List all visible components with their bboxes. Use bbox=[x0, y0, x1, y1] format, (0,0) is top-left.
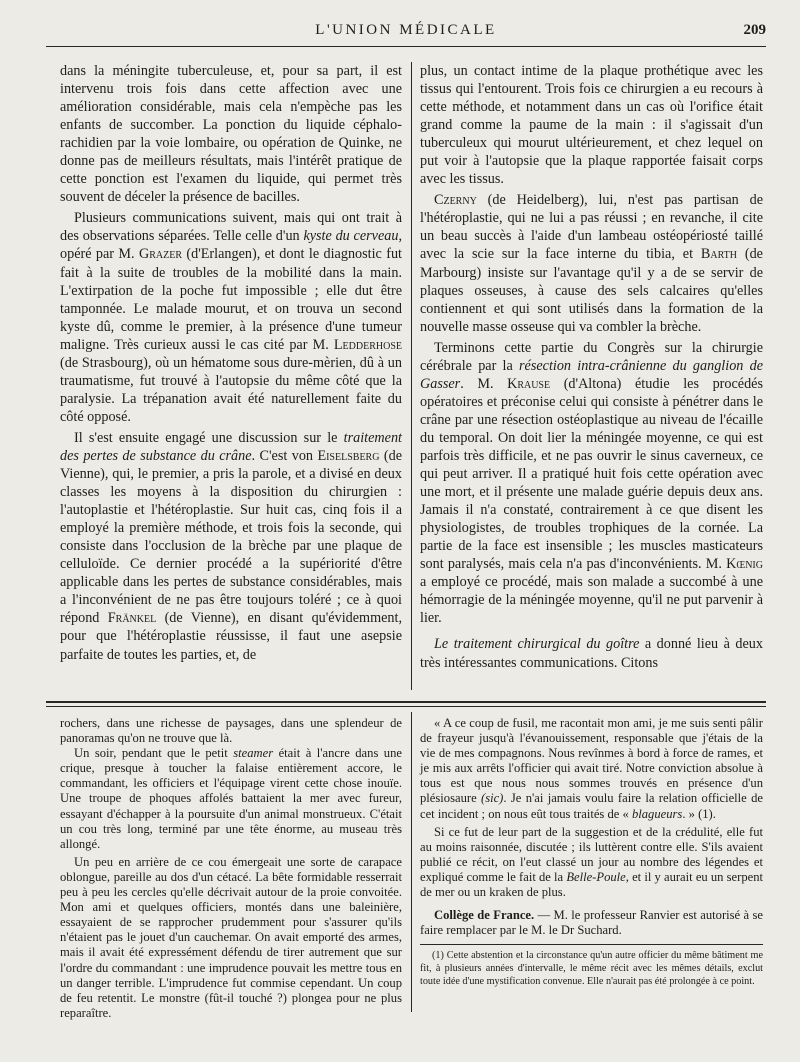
paragraph-coup-de-fusil: « A ce coup de fusil, me racontait mon ami, je me suis senti pâlir de frayeur jusqu'à l'évanouissement, responsable que j'étais de la vie de mes compagnons. Nous revînmes à bord à force de rames, et je mis aux arrêts l'officier qui avait tiré. Notre conviction absolue à tous est que nous nous sommes trouvés en présence d'un plésiosaure (sic). Je n'ai jamais voulu faire la relation officielle de cet incident ; on nous eût tous traités de « blagueurs. » (1). bbox=[420, 716, 763, 821]
paragraph-suggestion: Si ce fut de leur part de la suggestion et de la crédulité, elle fut au moins raisonnée, discutée ; ils luttèrent contre elle. S'ils avaient publié ce récit, on l'eut classé un jour au nombre des légendes et expliqué comme le fait de la Belle-Poule, et il y aurait eu un serpent de mer ou un kraken de plus. bbox=[420, 824, 764, 900]
column-divider-bottom bbox=[411, 712, 412, 1012]
paragraph-goitre: Le traitement chirurgical du goître a donné lieu à deux très intéressantes communications. Citons bbox=[420, 636, 763, 671]
paragraph-prothese: plus, un contact intime de la plaque prothétique avec les tissus qui l'entourent. Trois fois ce chirurgien a eu recours à cette méthode, et notamment dans un cas où l'orifice était grand comme la paume de la main : il s'agissait d'un tuberculeux qui mourut ultérieurement, et chez lequel on put voir à l'autopsie que la plaque rapportée faisait corps avec les tissus. bbox=[420, 63, 763, 188]
paragraph-czerny: Czerny (de Heidelberg), lui, n'est pas partisan de l'hétéroplastie, qui ne lui a pas réussi ; en revanche, il cite un beau succès à l'aide d'un lambeau ostéopériosté taillé avec la scie sur la face interne du tibia, et Barth (de Marbourg) insiste sur l'avantage qu'il y a de se servir de plaques osseuses, à cause des sels calcaires qu'elles contiennent et qui sont utilisés dans la formation de la nouvelle masse osseuse qui va combler la brèche. bbox=[420, 192, 763, 335]
paragraph-rochers: rochers, dans une richesse de paysages, dans une splendeur de panoramas qu'on ne trouve que là. bbox=[60, 716, 402, 746]
paragraph-gasser: Terminons cette partie du Congrès sur la chirurgie cérébrale par la résection intra-crânienne du ganglion de Gasser. M. Krause (d'Altona) étudie les procédés opératoires et préconise celui qui consiste à pénétrer dans le crâne par une résection ostéoplastique au niveau de l'écaille du temporal. On doit lier la méningée moyenne, ce qui est parfois très difficile, et ne pas ouvrir le sinus caverneux, ce qui peut arriver. Il a pratiqué huit fois cette opération avec une mort, et il présente une malade guérie depuis deux ans. Jamais il n'a constaté, contrairement à ce que disent les physiologistes, de troubles trophiques de la cornée. La partie de la face est insensible ; les muscles masticateurs sont paralysés, mais cela n'a pas d'inconvénients. M. Kœnig a employé ce procédé, mais son malade a succombé à une hémorragie de la méningée moyenne, qu'il ne put parvenir à lier. bbox=[420, 339, 764, 627]
paragraph-college-de-france: Collège de France. — M. le professeur Ranvier est autorisé à se faire remplacer par le M. le Dr Suchard. bbox=[420, 908, 764, 938]
page-number: 209 bbox=[743, 22, 766, 38]
paragraph-monstre: Un peu en arrière de ce cou émergeait une sorte de carapace oblongue, pareille au dos d'un cétacé. La bête formidable resserrait peu à peu les cercles qu'elle décrivait autour de la proie convoitée. Mon ami et quelques officiers, montés dans une baleinière, essayaient de se rapprocher prudemment pour s'assurer qu'ils n'étaient pas le jouet d'un cauchemar. On avait emporté des armes, mais il avait été expressément défendu de tirer autrement que sur l'ordre du commandant : une imprudence pouvait les mettre tous en un danger terrible. L'imprudence fut commise cependant. Un coup de feu retentit. Le monstre (fût-il touché ?) plongea pour ne plus reparaître. bbox=[60, 854, 402, 1020]
lower-right-column bbox=[420, 716, 763, 988]
paragraph-communications: Plusieurs communications suivent, mais qui ont trait à des observations séparées. Telle celle d'un kyste du cerveau, opéré par M. Grazer (d'Erlangen), et dont le diagnostic fut fait à la suite de troubles de la mobilité dans la main. L'extirpation de la poche fut impossible ; elle dut être tamponnée. Le malade mourut, et on trouva un second kyste dû, comme le premier, à la présence d'une tumeur maligne. Très curieux aussi le cas cité par M. Ledderhose (de Strasbourg), où un hématome sous dure-mèrien, dû à un traumatisme, fut trouvé à l'autopsie du même côté que la paralysie. La trépanation avait été naturellement faite du côté opposé. bbox=[60, 210, 402, 425]
section-rule-thick bbox=[46, 701, 766, 703]
paragraph-steamer: Un soir, pendant que le petit steamer était à l'ancre dans une crique, presque à toucher la falaise entièrement accore, le commandant, les officiers et l'équipage virent cette chose inouïe. Une troupe de phoques affolés battaient la mer avec fureur, essayant d'échapper à la poursuite d'un animal monstrueux. C'était un cou très long, terminé par une tête énorme, au museau très allongé. bbox=[60, 746, 402, 851]
lower-left-column bbox=[60, 716, 402, 1021]
college-heading: Collège de France. bbox=[434, 908, 535, 923]
paragraph-meningite: dans la méningite tuberculeuse, et, pour sa part, il est intervenu trois fois dans cette affection avec une amélioration considérable, mais cela n'empèche pas les enfants de succomber. La ponction du liquide céphalo-rachidien par la voie lombaire, ou opération de Quinke, ne donne pas de meilleurs résultats, mais l'intérêt pratique de cette ponction est l'examen du liquide, qui permet très souvent de déceler la présence de bacilles. bbox=[60, 63, 402, 206]
section-rule-thin bbox=[46, 706, 766, 707]
footnote-rule bbox=[420, 944, 763, 945]
paragraph-pertes-substance: Il s'est ensuite engagé une discussion sur le traitement des pertes de substance du crâne. C'est von Eiselsberg (de Vienne), qui, le premier, a pris la parole, et a divisé en deux classes les moyens à la disposition du chirurgien : l'autoplastie et l'hétéroplastie. Sur huit cas, cinq fois il a employé la première méthode, et trois fois la seconde, qui consiste dans l'occlusion de la brèche par une plaque de celluloïde. Ce dernier procédé a la supériorité d'être applicable dans les pertes de substance considérables, mais a l'inconvénient de ne pas être toujours toléré ; ce à quoi répond Fränkel (de Vienne), en disant qu'évidemment, pour que l'hétéroplastie réussisse, il faut une asepsie parfaite de toutes les parties, et, de bbox=[60, 429, 402, 663]
upper-right-column bbox=[420, 62, 763, 672]
journal-title: L'UNION MÉDICALE bbox=[315, 22, 497, 38]
column-divider-top bbox=[411, 62, 412, 690]
page-header bbox=[46, 20, 766, 42]
upper-left-column bbox=[60, 62, 402, 664]
footnote: (1) Cette abstention et la circonstance qu'un autre officier du même bâtiment me fit, à plusieurs années d'intervalle, le même récit avec les mêmes détails, exclut toute idée d'une mystification convenue. Elle n'aurait pas été prolongée à ce point. bbox=[420, 950, 763, 987]
header-rule bbox=[46, 46, 766, 47]
